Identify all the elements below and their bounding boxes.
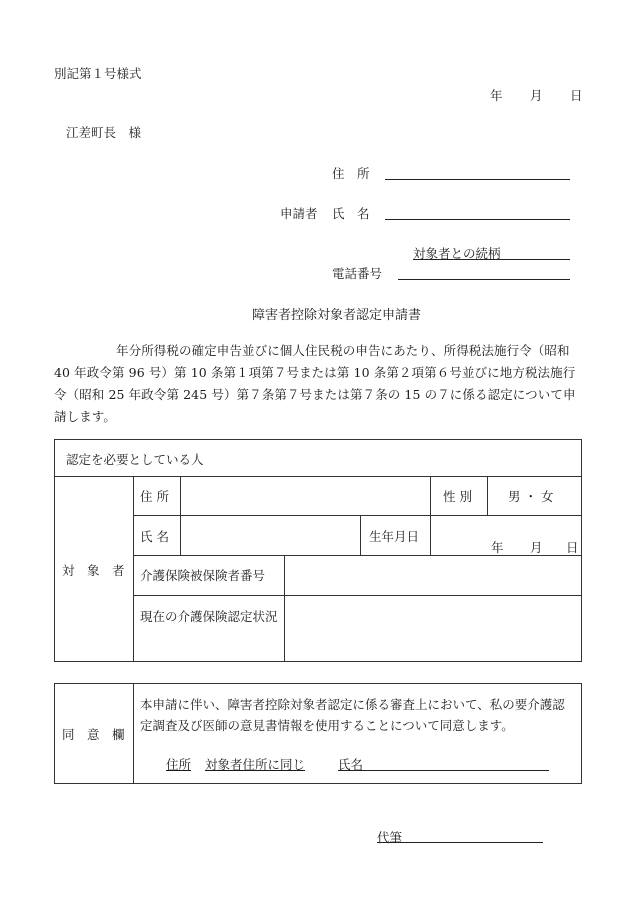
birthdate-label: 生年月日: [369, 529, 420, 544]
applicant-label: 申請者: [280, 206, 318, 221]
date-year: 年: [490, 88, 503, 103]
relation-field[interactable]: [413, 259, 570, 260]
applicant-address-field[interactable]: [385, 179, 570, 180]
consent-address-label: 住所: [166, 757, 192, 772]
birth-month: 月: [530, 540, 543, 555]
consent-side-label: 同 意 欄: [62, 727, 125, 742]
phone-field[interactable]: [398, 279, 570, 280]
insurance-number-field[interactable]: [285, 556, 581, 594]
addressee: 江差町長 様: [66, 125, 142, 140]
proxy-label: 代筆: [377, 830, 403, 845]
gender-label: 性 別: [443, 489, 472, 504]
date-month: 月: [530, 88, 543, 103]
birth-day: 日: [566, 540, 579, 555]
subject-address-label: 住 所: [140, 489, 169, 504]
proxy-field[interactable]: [377, 842, 543, 843]
form-number-label: 別記第１号様式: [54, 66, 142, 81]
consent-address-value: 対象者住所に同じ: [205, 757, 306, 772]
date-day: 日: [570, 88, 583, 103]
consent-text: 本申請に伴い、障害者控除対象者認定に係る審査上において、私の要介護認定調査及び医師の意見書情報を使用することについて同意します。: [140, 697, 565, 733]
phone-label: 電話番号: [332, 266, 383, 281]
subject-name-label: 氏 名: [140, 529, 169, 544]
birth-year: 年: [491, 540, 504, 555]
subject-address-field[interactable]: [181, 477, 429, 514]
insurance-number-label: 介護保険被保険者番号: [140, 568, 266, 583]
document-title: 障害者控除対象者認定申請書: [252, 308, 422, 323]
applicant-name-field[interactable]: [385, 219, 570, 220]
applicant-name-label: 氏 名: [332, 206, 370, 221]
subject-name-field[interactable]: [181, 516, 359, 554]
care-status-label: 現在の介護保険認定状況: [140, 609, 278, 624]
table-header: 認定を必要としている人: [66, 452, 204, 467]
application-statement: 年分所得税の確定申告並びに個人住民税の申告にあたり、所得税法施行令（昭和 40 年政令第 96 号）第 10 条第１項第７号または第 10 条第２項第６号並びに地方税法施行令（昭和 25 年政令第 245 号）第７条第７号または第７条の 15 の７に係る認定について申請します。: [54, 343, 576, 424]
care-status-field[interactable]: [285, 596, 581, 661]
applicant-address-label: 住 所: [332, 166, 370, 181]
subject-side-label: 対 象 者: [62, 563, 125, 578]
gender-options[interactable]: 男 ・ 女: [508, 489, 554, 504]
consent-name-label: 氏名: [338, 757, 364, 772]
consent-name-field[interactable]: [338, 770, 549, 771]
relation-label: 対象者との続柄: [413, 246, 501, 261]
